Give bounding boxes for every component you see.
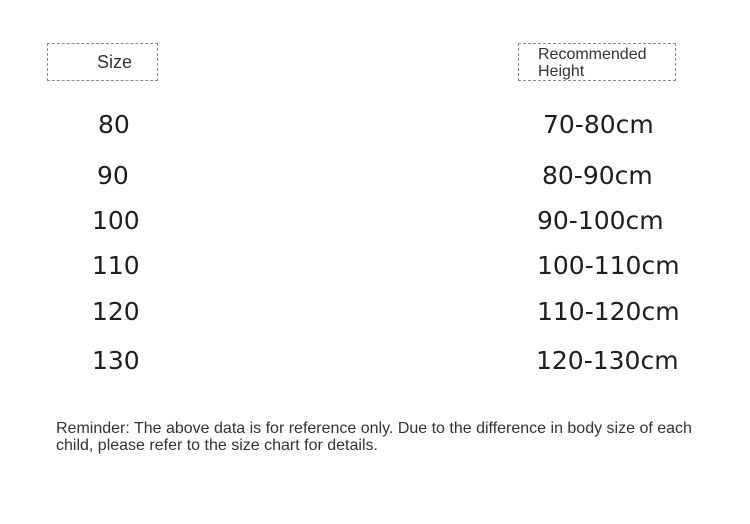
height-cell-row-4: 100-110cm <box>537 251 680 280</box>
size-cell-row-1: 80 <box>98 110 130 139</box>
size-header-label: Size <box>97 52 133 72</box>
height-cell-row-1: 70-80cm <box>543 110 654 139</box>
height-cell-row-3: 90-100cm <box>537 206 664 235</box>
size-column-header <box>47 43 158 81</box>
size-cell-row-5: 120 <box>92 297 140 326</box>
reminder-note: Reminder: The above data is for reference only. Due to the difference in body size of each child, please refer to the size chart for details. <box>56 420 692 454</box>
size-cell-row-4: 110 <box>92 251 140 280</box>
size-cell-row-2: 90 <box>97 161 129 190</box>
size-cell-row-6: 130 <box>92 346 140 375</box>
height-header-label: Recommended Height <box>538 46 647 80</box>
height-column-header <box>518 43 676 81</box>
height-cell-row-6: 120-130cm <box>536 346 679 375</box>
height-cell-row-2: 80-90cm <box>542 161 653 190</box>
size-cell-row-3: 100 <box>92 206 140 235</box>
height-cell-row-5: 110-120cm <box>537 297 680 326</box>
